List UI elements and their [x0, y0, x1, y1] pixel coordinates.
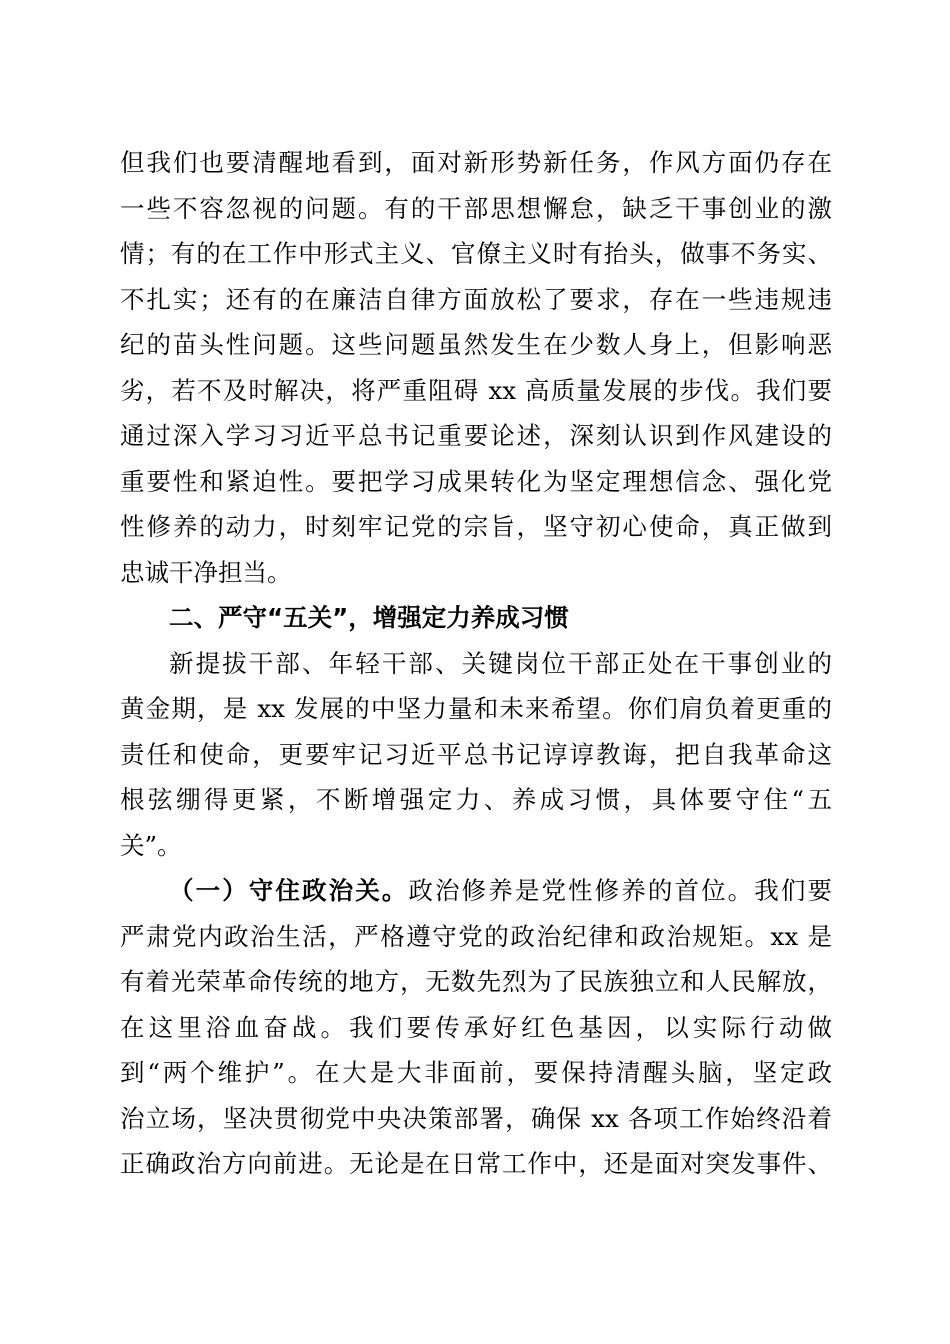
paragraph-line: 治立场，坚决贯彻党中央决策部署，确保 xx 各项工作始终沿着 [120, 1103, 832, 1133]
paragraph-line: 性修养的动力，时刻牢记党的宗旨，坚守初心使命，真正做到 [120, 512, 832, 541]
paragraph-line: 严肃党内政治生活，严格遵守党的政治纪律和政治规矩。xx 是 [120, 921, 832, 951]
paragraph-line: 忠诚干净担当。 [120, 557, 292, 587]
paragraph-line: 根弦绷得更紧，不断增强定力、养成习惯，具体要守住“五 [120, 785, 832, 814]
paragraph-line: 责任和使命，更要牢记习近平总书记谆谆教诲，把自我革命这 [120, 739, 832, 769]
paragraph-line: 通过深入学习习近平总书记重要论述，深刻认识到作风建设的 [120, 421, 832, 450]
section-heading: 二、严守“五关”，增强定力养成习惯 [169, 603, 569, 632]
paragraph-line: 有着光荣革命传统的地方，无数先烈为了民族独立和人民解放， [120, 967, 832, 996]
section-2-paragraph [120, 641, 832, 869]
paragraph-line: 不扎实；还有的在廉洁自律方面放松了要求，存在一些违规违 [120, 284, 832, 314]
paragraph-line: 到“两个维护”。在大是大非面前，要保持清醒头脑，坚定政 [120, 1058, 832, 1087]
paragraph-line: 正确政治方向前进。无论是在日常工作中，还是面对突发事件、 [120, 1149, 832, 1178]
paragraph-line: 劣，若不及时解决，将严重阻碍 xx 高质量发展的步伐。我们要 [120, 375, 832, 405]
paragraph-line: 黄金期，是 xx 发展的中坚力量和未来希望。你们肩负着更重的 [120, 694, 832, 723]
paragraph-line: 情；有的在工作中形式主义、官僚主义时有抬头，做事不务实、 [120, 239, 832, 268]
subsection-first-line-text: 政治修养是党性修养的首位。我们要 [408, 876, 832, 905]
paragraph-line: 重要性和紧迫性。要把学习成果转化为坚定理想信念、强化党 [120, 466, 832, 496]
paragraph-line: 一些不容忽视的问题。有的干部思想懈怠，缺乏干事创业的激 [120, 193, 832, 223]
paragraph-1 [120, 140, 832, 595]
subsection-political [120, 868, 832, 1187]
subsection-first-line [120, 868, 832, 914]
document-body [120, 140, 832, 1187]
paragraph-line: 纪的苗头性问题。这些问题虽然发生在少数人身上，但影响恶 [120, 330, 832, 359]
paragraph-line: 关”。 [120, 830, 182, 860]
paragraph-line: 但我们也要清醒地看到，面对新形势新任务，作风方面仍存在 [120, 148, 832, 177]
paragraph-line: 新提拔干部、年轻干部、关键岗位干部正处在干事创业的 [169, 648, 832, 678]
paragraph-line: 在这里浴血奋战。我们要传承好红色基因，以实际行动做 [120, 1012, 832, 1042]
subsection-title: （一）守住政治关。 [169, 876, 409, 905]
